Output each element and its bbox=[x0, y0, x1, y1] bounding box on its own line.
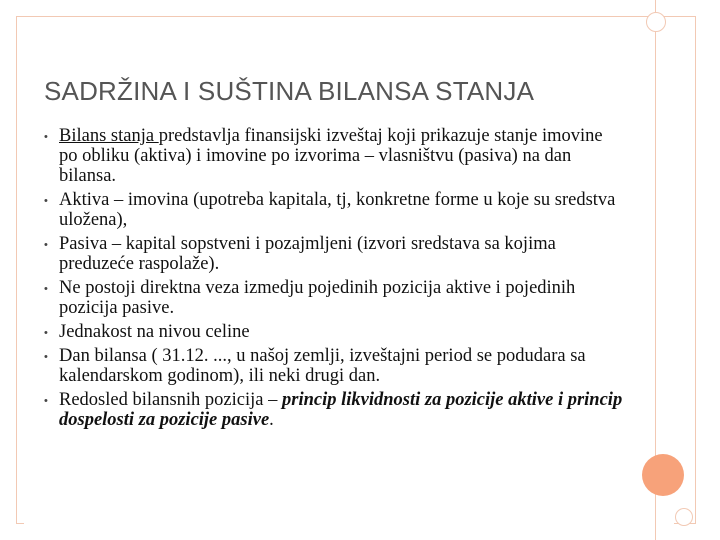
list-item bbox=[44, 346, 624, 386]
bullet-icon: • bbox=[44, 283, 48, 295]
list-item bbox=[44, 322, 624, 342]
decorative-circle-top bbox=[646, 12, 666, 32]
list-item bbox=[44, 190, 624, 230]
emphasis-principles: princip likvidnosti za pozicije aktive i princip dospelosti za pozicije pasive bbox=[59, 390, 623, 430]
term-bilans-stanja: Bilans stanja bbox=[59, 126, 159, 146]
list-item bbox=[44, 278, 624, 318]
list-item-text: Dan bilansa ( 31.12. ..., u našoj zemlji, izveštajni period se podudara sa kalendarskom godinom), ili neki drugi dan. bbox=[59, 346, 586, 386]
list-item bbox=[44, 390, 624, 430]
list-item-text: Jednakost na nivou celine bbox=[59, 322, 250, 342]
list-item bbox=[44, 126, 624, 186]
bullet-icon: • bbox=[44, 239, 48, 251]
bullet-icon: • bbox=[44, 131, 48, 143]
bullet-list bbox=[44, 126, 624, 430]
bullet-icon: • bbox=[44, 327, 48, 339]
bullet-icon: • bbox=[44, 395, 48, 407]
list-item-text: Aktiva – imovina (upotreba kapitala, tj, konkretne forme u koje su sredstva uložena), bbox=[59, 190, 616, 230]
bullet-icon: • bbox=[44, 351, 48, 363]
decorative-circle-accent bbox=[642, 454, 684, 496]
list-item-text: predstavlja finansijski izveštaj koji prikazuje stanje imovine po obliku (aktiva) i imovine po izvorima – vlasništvu (pasiva) na dan bilansa. bbox=[59, 126, 603, 186]
list-item-tail: . bbox=[269, 410, 274, 430]
list-item-text: Pasiva – kapital sopstveni i pozajmljeni (izvori sredstava sa kojima preduzeće raspolaže). bbox=[59, 234, 556, 274]
decorative-circle-bottom bbox=[675, 508, 693, 526]
list-item-text: Ne postoji direktna veza izmedju pojedinih pozicija aktive i pojedinih pozicija pasive. bbox=[59, 278, 576, 318]
list-item bbox=[44, 234, 624, 274]
bullet-icon: • bbox=[44, 195, 48, 207]
slide-title: SADRŽINA I SUŠTINA BILANSA STANJA bbox=[44, 76, 535, 106]
list-item-text: Redosled bilansnih pozicija – bbox=[59, 390, 282, 410]
slide-content bbox=[44, 126, 624, 434]
